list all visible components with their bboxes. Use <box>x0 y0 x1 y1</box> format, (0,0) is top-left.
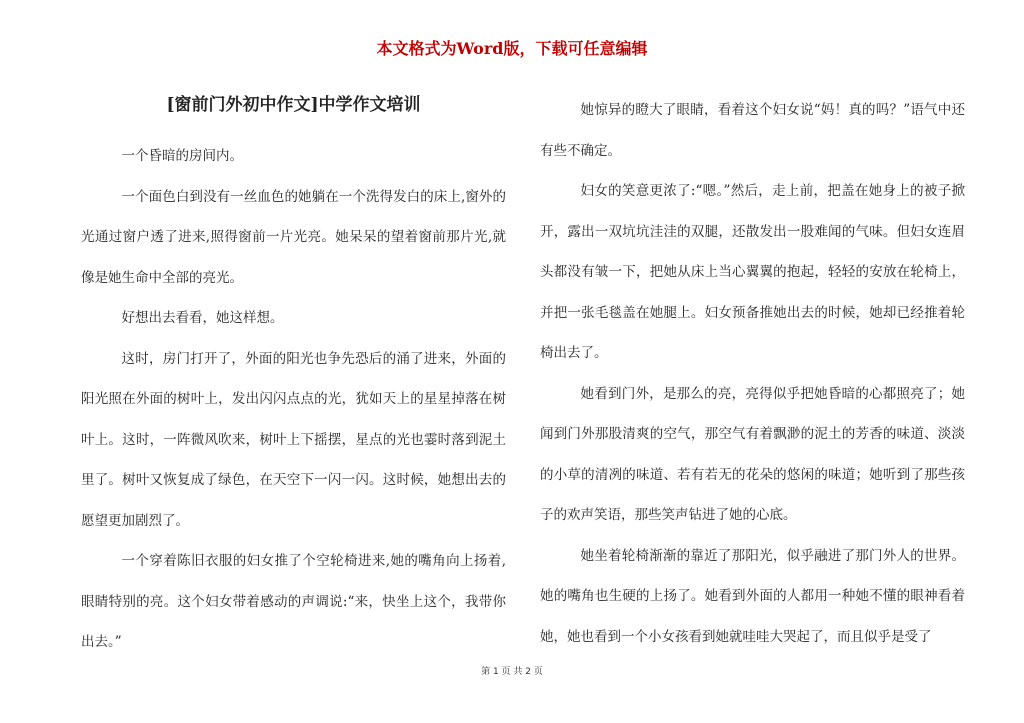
paragraph: 一个面色白到没有一丝血色的她躺在一个洗得发白的床上,窗外的光通过窗户透了进来,照得窗前一片光亮。她呆呆的望着窗前那片光,就像是她生命中全部的亮光。 <box>81 188 506 286</box>
page-number-footer: 第 1 页 共 2 页 <box>481 667 543 677</box>
right-column <box>540 90 965 657</box>
paragraph: 妇女的笑意更浓了:“嗯。”然后，走上前，把盖在她身上的被子掀开，露出一双坑坑洼洼的双腿，还散发出一股难闻的气味。但妇女连眉头都没有皱一下，把她从床上当心翼翼的抱起，轻轻的安放在轮椅上，并把一张毛毯盖在她腿上。妇女预备推她出去的时候，她却已经推着轮椅出去了。 <box>540 183 965 361</box>
paragraph: 她坐着轮椅渐渐的靠近了那阳光，似乎融进了那门外人的世界。她的嘴角也生硬的上扬了。她看到外面的人都用一种她不懂的眼神看着她，她也看到一个小女孩看到她就哇哇大哭起了，而且似乎是受了 <box>540 547 965 645</box>
paragraph: 这时，房门打开了，外面的阳光也争先恐后的涌了进来，外面的阳光照在外面的树叶上，发出闪闪点点的光，犹如天上的星星掉落在树叶上。这时，一阵微风吹来，树叶上下摇摆，星点的光也霎时落到泥土里了。树叶又恢复成了绿色，在天空下一闪一闪。这时候，她想出去的愿望更加剧烈了。 <box>81 350 506 529</box>
paragraph: 她看到门外，是那么的亮，亮得似乎把她昏暗的心都照亮了；她闻到门外那股清爽的空气，那空气有着飘渺的泥土的芳香的味道、淡淡的小草的清冽的味道、若有若无的花朵的悠闲的味道；她听到了那些孩子的欢声笑语，那些笑声钻进了她的心底。 <box>540 385 965 523</box>
document-title: [窗前门外初中作文]中学作文培训 <box>166 95 421 115</box>
paragraph: 一个穿着陈旧衣服的妇女推了个空轮椅进来,她的嘴角向上扬着,眼睛特别的亮。这个妇女带着感动的声调说:“来，快坐上这个，我带你出去。” <box>81 553 506 650</box>
paragraph: 一个昏暗的房间内。 <box>121 148 243 164</box>
word-format-banner: 本文格式为Word版，下载可任意编辑 <box>376 39 648 58</box>
paragraph: 她惊异的瞪大了眼睛，看着这个妇女说“妈！真的吗？”语气中还有些不确定。 <box>540 102 965 159</box>
paragraph: 好想出去看看，她这样想。 <box>121 310 284 326</box>
left-column <box>81 90 506 663</box>
